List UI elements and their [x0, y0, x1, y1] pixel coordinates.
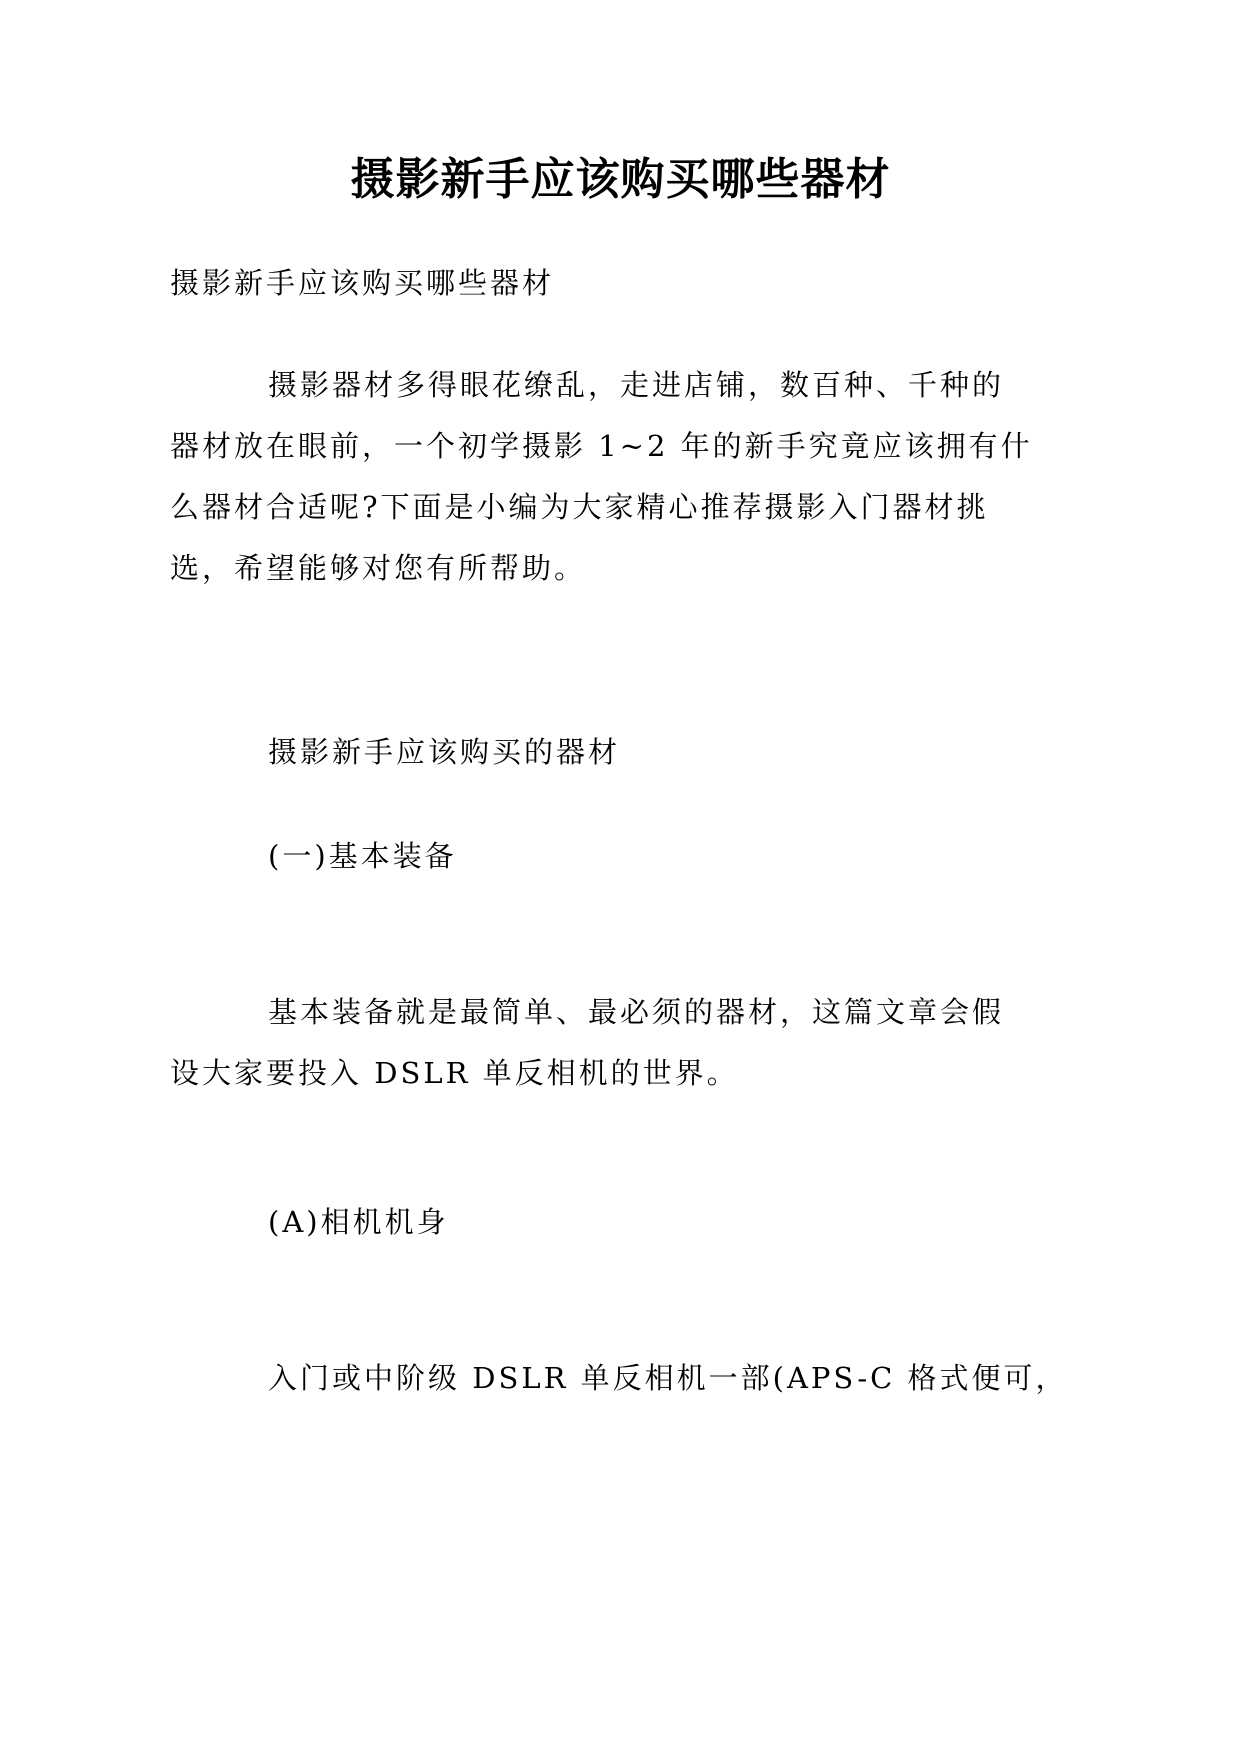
basic-line: 设大家要投入 DSLR 单反相机的世界。 — [170, 1056, 739, 1090]
intro-paragraph — [170, 355, 1033, 599]
intro-line: 摄影器材多得眼花缭乱，走进店铺，数百种、千种的 — [268, 368, 1005, 402]
subsection-heading: (一)基本装备 — [268, 839, 457, 873]
item-a-heading: (A)相机机身 — [268, 1205, 449, 1239]
basic-line: 基本装备就是最简单、最必须的器材，这篇文章会假 — [268, 995, 1005, 1029]
item-a-paragraph: 入门或中阶级 DSLR 单反相机一部(APS-C 格式便可， — [268, 1361, 1068, 1395]
document-title: 摄影新手应该购买哪些器材 — [350, 154, 891, 205]
intro-line: 器材放在眼前，一个初学摄影 1~2 年的新手究竟应该拥有什 — [170, 429, 1033, 463]
document-subtitle: 摄影新手应该购买哪些器材 — [170, 266, 555, 300]
section-heading: 摄影新手应该购买的器材 — [268, 735, 621, 769]
intro-line: 么器材合适呢?下面是小编为大家精心推荐摄影入门器材挑 — [170, 490, 989, 524]
intro-line: 选，希望能够对您有所帮助。 — [170, 551, 587, 585]
basic-equipment-paragraph — [170, 982, 1004, 1104]
